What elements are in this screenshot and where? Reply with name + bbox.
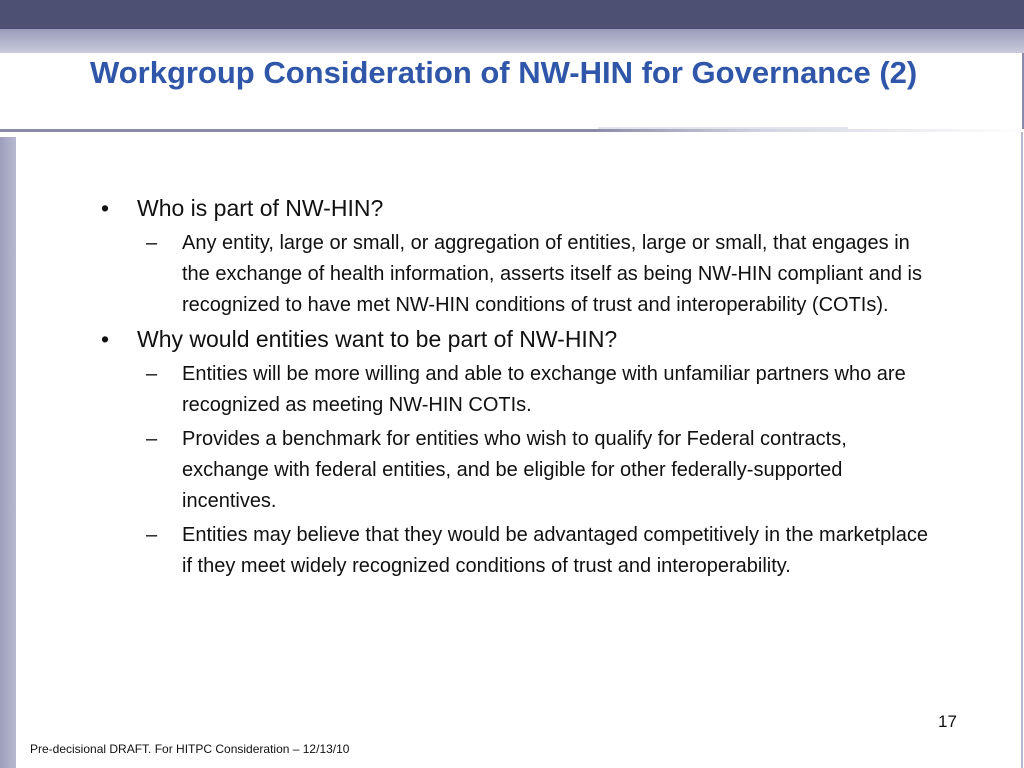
sub-bullet-text: Entities will be more willing and able to exchange with unfamiliar partners who are recognized as meeting NW-HIN COTIs. [182, 363, 906, 416]
title-underline-accent [598, 127, 848, 129]
right-border-line [1021, 132, 1023, 768]
sub-bullet-marker: – [146, 428, 158, 450]
bullet-marker: • [101, 326, 110, 352]
sub-bullet-text: Any entity, large or small, or aggregation of entities, large or small, that engages in the exchange of health information, asserts itself as being NW-HIN compliant and is recognized to have met NW-HIN conditions of trust and interoperability (COTIs). [182, 232, 922, 316]
sub-bullet-text: Provides a benchmark for entities who wish to qualify for Federal contracts, exchange with federal entities, and be eligible for other federally-supported incentives. [182, 428, 847, 512]
sub-bullet-item [98, 359, 938, 421]
sub-bullet-marker: – [146, 363, 158, 385]
footer-text: Pre-decisional DRAFT. For HITPC Consideration – 12/13/10 [30, 742, 350, 756]
title-underline [0, 129, 1024, 132]
sub-bullet-text: Entities may believe that they would be advantaged competitively in the marketplace if they meet widely recognized conditions of trust and interoperability. [182, 524, 928, 577]
sub-bullet-item [98, 520, 938, 582]
sub-bullet-marker: – [146, 524, 158, 546]
left-sidebar-bar [0, 137, 16, 768]
bullet-marker: • [101, 195, 110, 221]
header-band-dark [0, 0, 1024, 29]
header-band-light [0, 29, 1024, 53]
slide-title: Workgroup Consideration of NW-HIN for Governance (2) [90, 55, 918, 90]
bullet-text: Who is part of NW-HIN? [137, 195, 384, 221]
sub-bullet-list [98, 359, 938, 582]
slide-content [98, 193, 938, 585]
bullet-item [98, 324, 938, 355]
sub-bullet-item [98, 228, 938, 321]
sub-bullet-item [98, 424, 938, 517]
bullet-text: Why would entities want to be part of NW-HIN? [137, 326, 618, 352]
bullet-item [98, 193, 938, 224]
page-number: 17 [938, 712, 957, 731]
sub-bullet-marker: – [146, 232, 158, 254]
sub-bullet-list [98, 228, 938, 321]
